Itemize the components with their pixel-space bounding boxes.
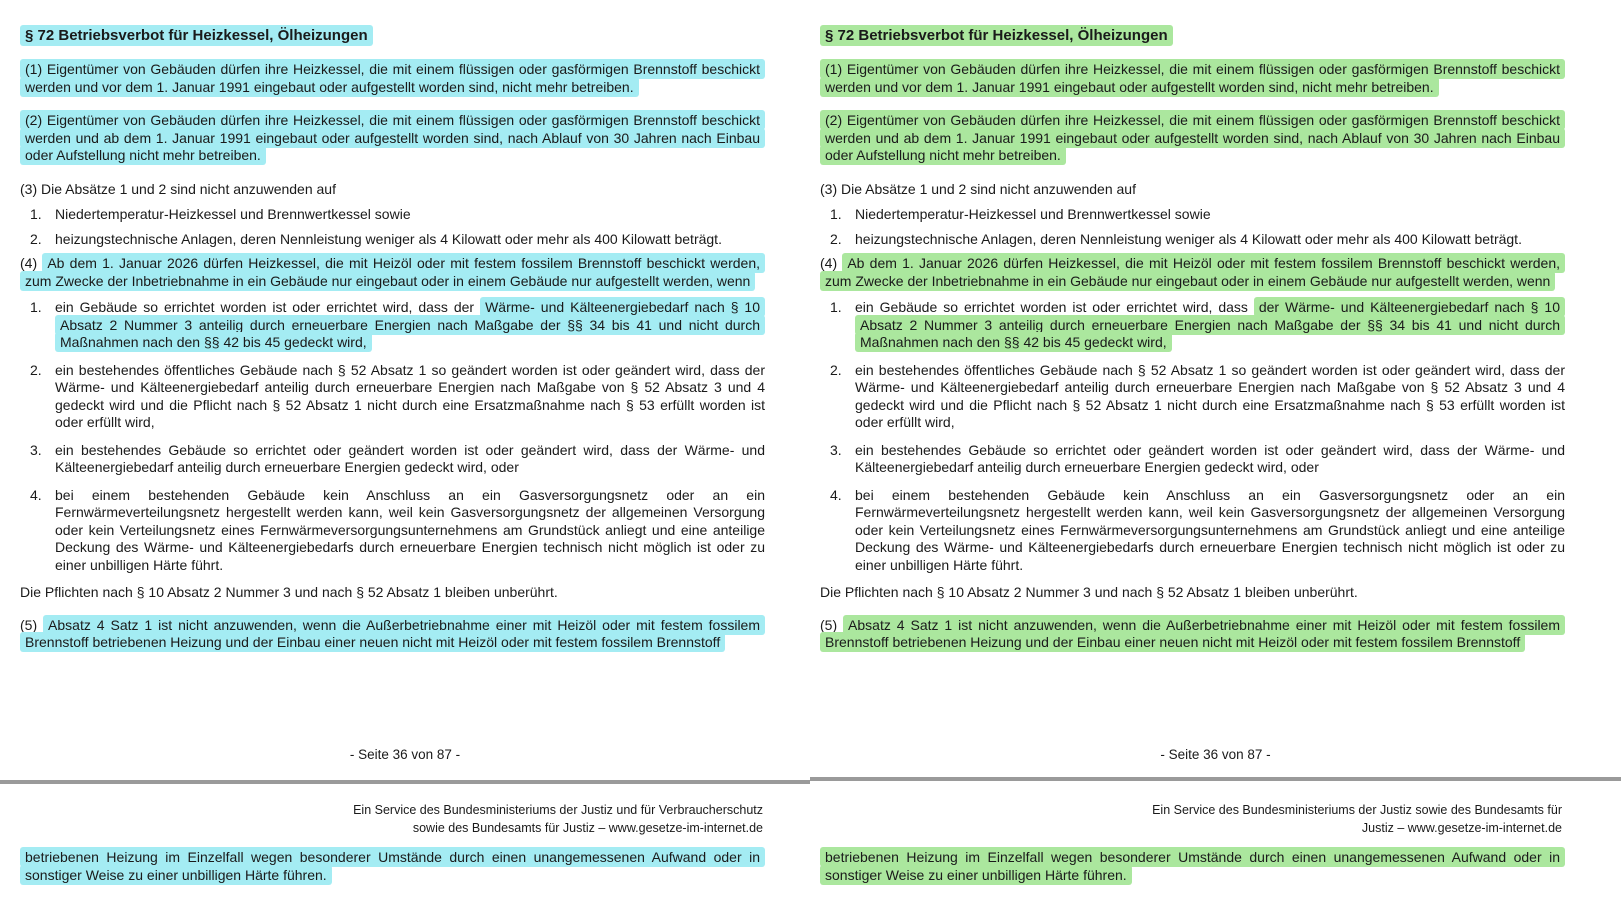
paragraph-5-highlight: Absatz 4 Satz 1 ist nicht anzuwenden, wenn die Außerbetriebnahme einer mit Heizöl oder mit festem fossilem Brennstoff betriebenen Heizung und der Einbau einer neuen nicht mit Heizöl oder mit festem fossilem Brennstoff <box>20 615 765 653</box>
list-item-text: ein bestehendes öffentliches Gebäude nach § 52 Absatz 1 so geändert worden ist oder geändert wird, dass der Wärme- und Kälteenergiebedarf anteilig durch erneuerbare Energien nach Maßgabe von § 52 Absatz 3 und 4 gedeckt wird und die Pflicht nach § 52 Absatz 1 nicht durch eine Ersatzmaßnahme nach § 53 erfüllt worden ist oder erfüllt wird, <box>855 361 1565 430</box>
list-item-number: 2. <box>30 361 42 378</box>
list-item <box>820 442 1565 477</box>
list-item <box>20 299 765 352</box>
paragraph-5 <box>20 617 765 652</box>
paragraph-5-highlight: Absatz 4 Satz 1 ist nicht anzuwenden, wenn die Außerbetriebnahme einer mit Heizöl oder mit festem fossilem Brennstoff betriebenen Heizung und der Einbau einer neuen nicht mit Heizöl oder mit festem fossilem Brennstoff <box>820 615 1565 653</box>
paragraph-4 <box>20 255 765 290</box>
list-item-text: Niedertemperatur-Heizkessel und Brennwertkessel sowie <box>855 206 1211 222</box>
list-item-number: 1. <box>30 206 42 222</box>
list-item-number: 1. <box>30 299 42 315</box>
service-footer <box>203 801 763 837</box>
paragraph-1-highlight: (1) Eigentümer von Gebäuden dürfen ihre Heizkessel, die mit einem flüssigen oder gasförmigen Brennstoff beschickt werden und vor dem 1. Januar 1991 eingebaut oder aufgestellt worden sind, nicht mehr betreiben. <box>20 59 765 97</box>
list-item-number: 1. <box>830 206 842 222</box>
continuation-highlight: betriebenen Heizung im Einzelfall wegen besonderer Umstände durch einen unangemessenen Aufwand oder in sonstiger Weise zu einer unbilligen Härte führen. <box>820 847 1565 885</box>
paragraph-2-highlight: (2) Eigentümer von Gebäuden dürfen ihre Heizkessel, die mit einem flüssigen oder gasförmigen Brennstoff beschickt werden und ab dem 1. Januar 1991 eingebaut oder aufgestellt worden sind, nach Ablauf von 30 Jahren nach Einbau oder Aufstellung nicht mehr betreiben. <box>20 110 765 165</box>
list-item <box>20 442 765 477</box>
page-number-footer: - Seite 36 von 87 - <box>1160 747 1271 762</box>
paragraph-3-intro: (3) Die Absätze 1 und 2 sind nicht anzuwenden auf <box>820 180 1136 197</box>
list-item-number: 3. <box>830 441 842 458</box>
list-item <box>20 487 765 575</box>
continuation-highlight: betriebenen Heizung im Einzelfall wegen besonderer Umstände durch einen unangemessenen Aufwand oder in sonstiger Weise zu einer unbilligen Härte führen. <box>20 847 765 885</box>
section-heading <box>820 27 1565 45</box>
paragraph-4-label: (4) <box>820 255 843 271</box>
paragraph-pflichten: Die Pflichten nach § 10 Absatz 2 Nummer 3 und nach § 52 Absatz 1 bleiben unberührt. <box>820 584 1358 600</box>
paragraph-2 <box>20 112 765 165</box>
page-divider-rule <box>810 777 1621 781</box>
list-item-number: 3. <box>30 441 42 458</box>
list-item-number: 2. <box>830 361 842 378</box>
list-item-text: ein bestehendes Gebäude so errichtet oder geändert worden ist oder geändert wird, dass der Wärme- und Kälteenergiebedarf anteilig durch erneuerbare Energien gedeckt wird, oder <box>55 441 765 475</box>
paragraph-4 <box>820 255 1565 290</box>
paragraph-1 <box>820 61 1565 96</box>
paragraph-3-intro: (3) Die Absätze 1 und 2 sind nicht anzuwenden auf <box>20 180 336 197</box>
paragraph-pflichten: Die Pflichten nach § 10 Absatz 2 Nummer 3 und nach § 52 Absatz 1 bleiben unberührt. <box>20 584 558 600</box>
paragraph-2 <box>820 112 1565 165</box>
paragraph-1-highlight: (1) Eigentümer von Gebäuden dürfen ihre Heizkessel, die mit einem flüssigen oder gasförmigen Brennstoff beschickt werden und vor dem 1. Januar 1991 eingebaut oder aufgestellt worden sind, nicht mehr betreiben. <box>820 59 1565 97</box>
list-item-highlight: Wärme- und Kälteenergiebedarf nach § 10 Absatz 2 Nummer 3 anteilig durch erneuerbare Energien nach Maßgabe der §§ 34 bis 41 und nicht durch Maßnahmen nach den §§ 42 bis 45 gedeckt wird, <box>55 297 765 352</box>
list-item <box>20 362 765 432</box>
list-item-text: bei einem bestehenden Gebäude kein Anschluss an ein Gasversorgungsnetz oder an ein Fernwärmeverteilungsnetz hergestellt werden kann, weil kein Gasversorgungsnetz der allgemeinen Versorgung oder kein Verteilungsnetz eines Fernwärmeversorgungsunternehmens am Grundstück anliegt und eine anteilige Deckung des Wärme- und Kälteenergiebedarfs durch erneuerbare Energien technisch nicht möglich ist oder zu einer unbilligen Härte führt. <box>55 486 765 573</box>
service-footer-line-1: Ein Service des Bundesministeriums der Justiz und für Verbraucherschutz <box>353 803 763 817</box>
document-page <box>810 0 1621 924</box>
service-footer-line-2: sowie des Bundesamts für Justiz – www.gesetze-im-internet.de <box>412 821 763 835</box>
continuation-paragraph <box>20 849 765 884</box>
list-item <box>820 206 1565 224</box>
list-absatz-4 <box>820 299 1565 574</box>
service-footer-line-1: Ein Service des Bundesministeriums der Justiz sowie des Bundesamts für <box>1152 803 1562 817</box>
list-item-number: 1. <box>830 299 842 315</box>
service-footer-line-2: Justiz – www.gesetze-im-internet.de <box>1361 821 1562 835</box>
list-item-highlight: der Wärme- und Kälteenergiebedarf nach § 10 Absatz 2 Nummer 3 anteilig durch erneuerbare Energien nach Maßgabe der §§ 34 bis 41 und nicht durch Maßnahmen nach den §§ 42 bis 45 gedeckt wird, <box>855 297 1565 352</box>
list-item-number: 2. <box>30 230 42 247</box>
paragraph-5-label: (5) <box>20 616 44 633</box>
document-page <box>0 0 810 924</box>
list-item-number: 4. <box>830 486 842 503</box>
list-item <box>820 299 1565 352</box>
list-item <box>820 231 1565 249</box>
list-item <box>20 206 765 224</box>
list-item <box>820 362 1565 432</box>
service-footer <box>1002 801 1562 837</box>
list-item-text: heizungstechnische Anlagen, deren Nennleistung weniger als 4 Kilowatt oder mehr als 400 Kilowatt beträgt. <box>855 230 1522 247</box>
paragraph-1 <box>20 61 765 96</box>
list-item-text: ein Gebäude so errichtet worden ist oder errichtet wird, dass der <box>55 299 481 315</box>
page-divider-rule <box>0 780 810 784</box>
list-item-number: 4. <box>30 486 42 503</box>
list-absatz-3 <box>820 206 1565 248</box>
list-item-text: heizungstechnische Anlagen, deren Nennleistung weniger als 4 Kilowatt oder mehr als 400 Kilowatt beträgt. <box>55 230 722 247</box>
list-item-text: ein bestehendes öffentliches Gebäude nach § 52 Absatz 1 so geändert worden ist oder geändert wird, dass der Wärme- und Kälteenergiebedarf anteilig durch erneuerbare Energien nach Maßgabe von § 52 Absatz 3 und 4 gedeckt wird und die Pflicht nach § 52 Absatz 1 nicht durch eine Ersatzmaßnahme nach § 53 erfüllt worden ist oder erfüllt wird, <box>55 361 765 430</box>
list-item <box>820 487 1565 575</box>
paragraph-5-label: (5) <box>820 616 844 633</box>
list-absatz-3 <box>20 206 765 248</box>
paragraph-4-highlight: Ab dem 1. Januar 2026 dürfen Heizkessel, die mit Heizöl oder mit festem fossilem Brennstoff beschickt werden, zum Zwecke der Inbetriebnahme in ein Gebäude nur eingebaut oder in einem Gebäude nur aufgestellt werden, wenn <box>20 253 765 291</box>
list-item-text: ein bestehendes Gebäude so errichtet oder geändert worden ist oder geändert wird, dass der Wärme- und Kälteenergiebedarf anteilig durch erneuerbare Energien gedeckt wird, oder <box>855 441 1565 475</box>
list-item-text: bei einem bestehenden Gebäude kein Anschluss an ein Gasversorgungsnetz oder an ein Fernwärmeverteilungsnetz hergestellt werden kann, weil kein Gasversorgungsnetz der allgemeinen Versorgung oder kein Verteilungsnetz eines Fernwärmeversorgungsunternehmens am Grundstück anliegt und eine anteilige Deckung des Wärme- und Kälteenergiebedarfs durch erneuerbare Energien technisch nicht möglich ist oder zu einer unbilligen Härte führt. <box>855 486 1565 573</box>
paragraph-4-label: (4) <box>20 255 43 271</box>
list-item-text: Niedertemperatur-Heizkessel und Brennwertkessel sowie <box>55 206 411 222</box>
page-number-footer: - Seite 36 von 87 - <box>349 747 461 762</box>
list-item-number: 2. <box>830 230 842 247</box>
paragraph-5 <box>820 617 1565 652</box>
paragraph-2-highlight: (2) Eigentümer von Gebäuden dürfen ihre Heizkessel, die mit einem flüssigen oder gasförmigen Brennstoff beschickt werden und ab dem 1. Januar 1991 eingebaut oder aufgestellt worden sind, nach Ablauf von 30 Jahren nach Einbau oder Aufstellung nicht mehr betreiben. <box>820 110 1565 165</box>
list-item <box>20 231 765 249</box>
list-item-text: ein Gebäude so errichtet worden ist oder errichtet wird, dass <box>855 299 1254 315</box>
heading-highlight: § 72 Betriebsverbot für Heizkessel, Ölheizungen <box>20 25 373 46</box>
section-heading <box>20 27 765 45</box>
continuation-paragraph <box>820 849 1565 884</box>
paragraph-4-highlight: Ab dem 1. Januar 2026 dürfen Heizkessel, die mit Heizöl oder mit festem fossilem Brennstoff beschickt werden, zum Zwecke der Inbetriebnahme in ein Gebäude nur eingebaut oder in einem Gebäude nur aufgestellt werden, wenn <box>820 253 1565 291</box>
list-absatz-4 <box>20 299 765 574</box>
heading-highlight: § 72 Betriebsverbot für Heizkessel, Ölheizungen <box>820 25 1173 46</box>
